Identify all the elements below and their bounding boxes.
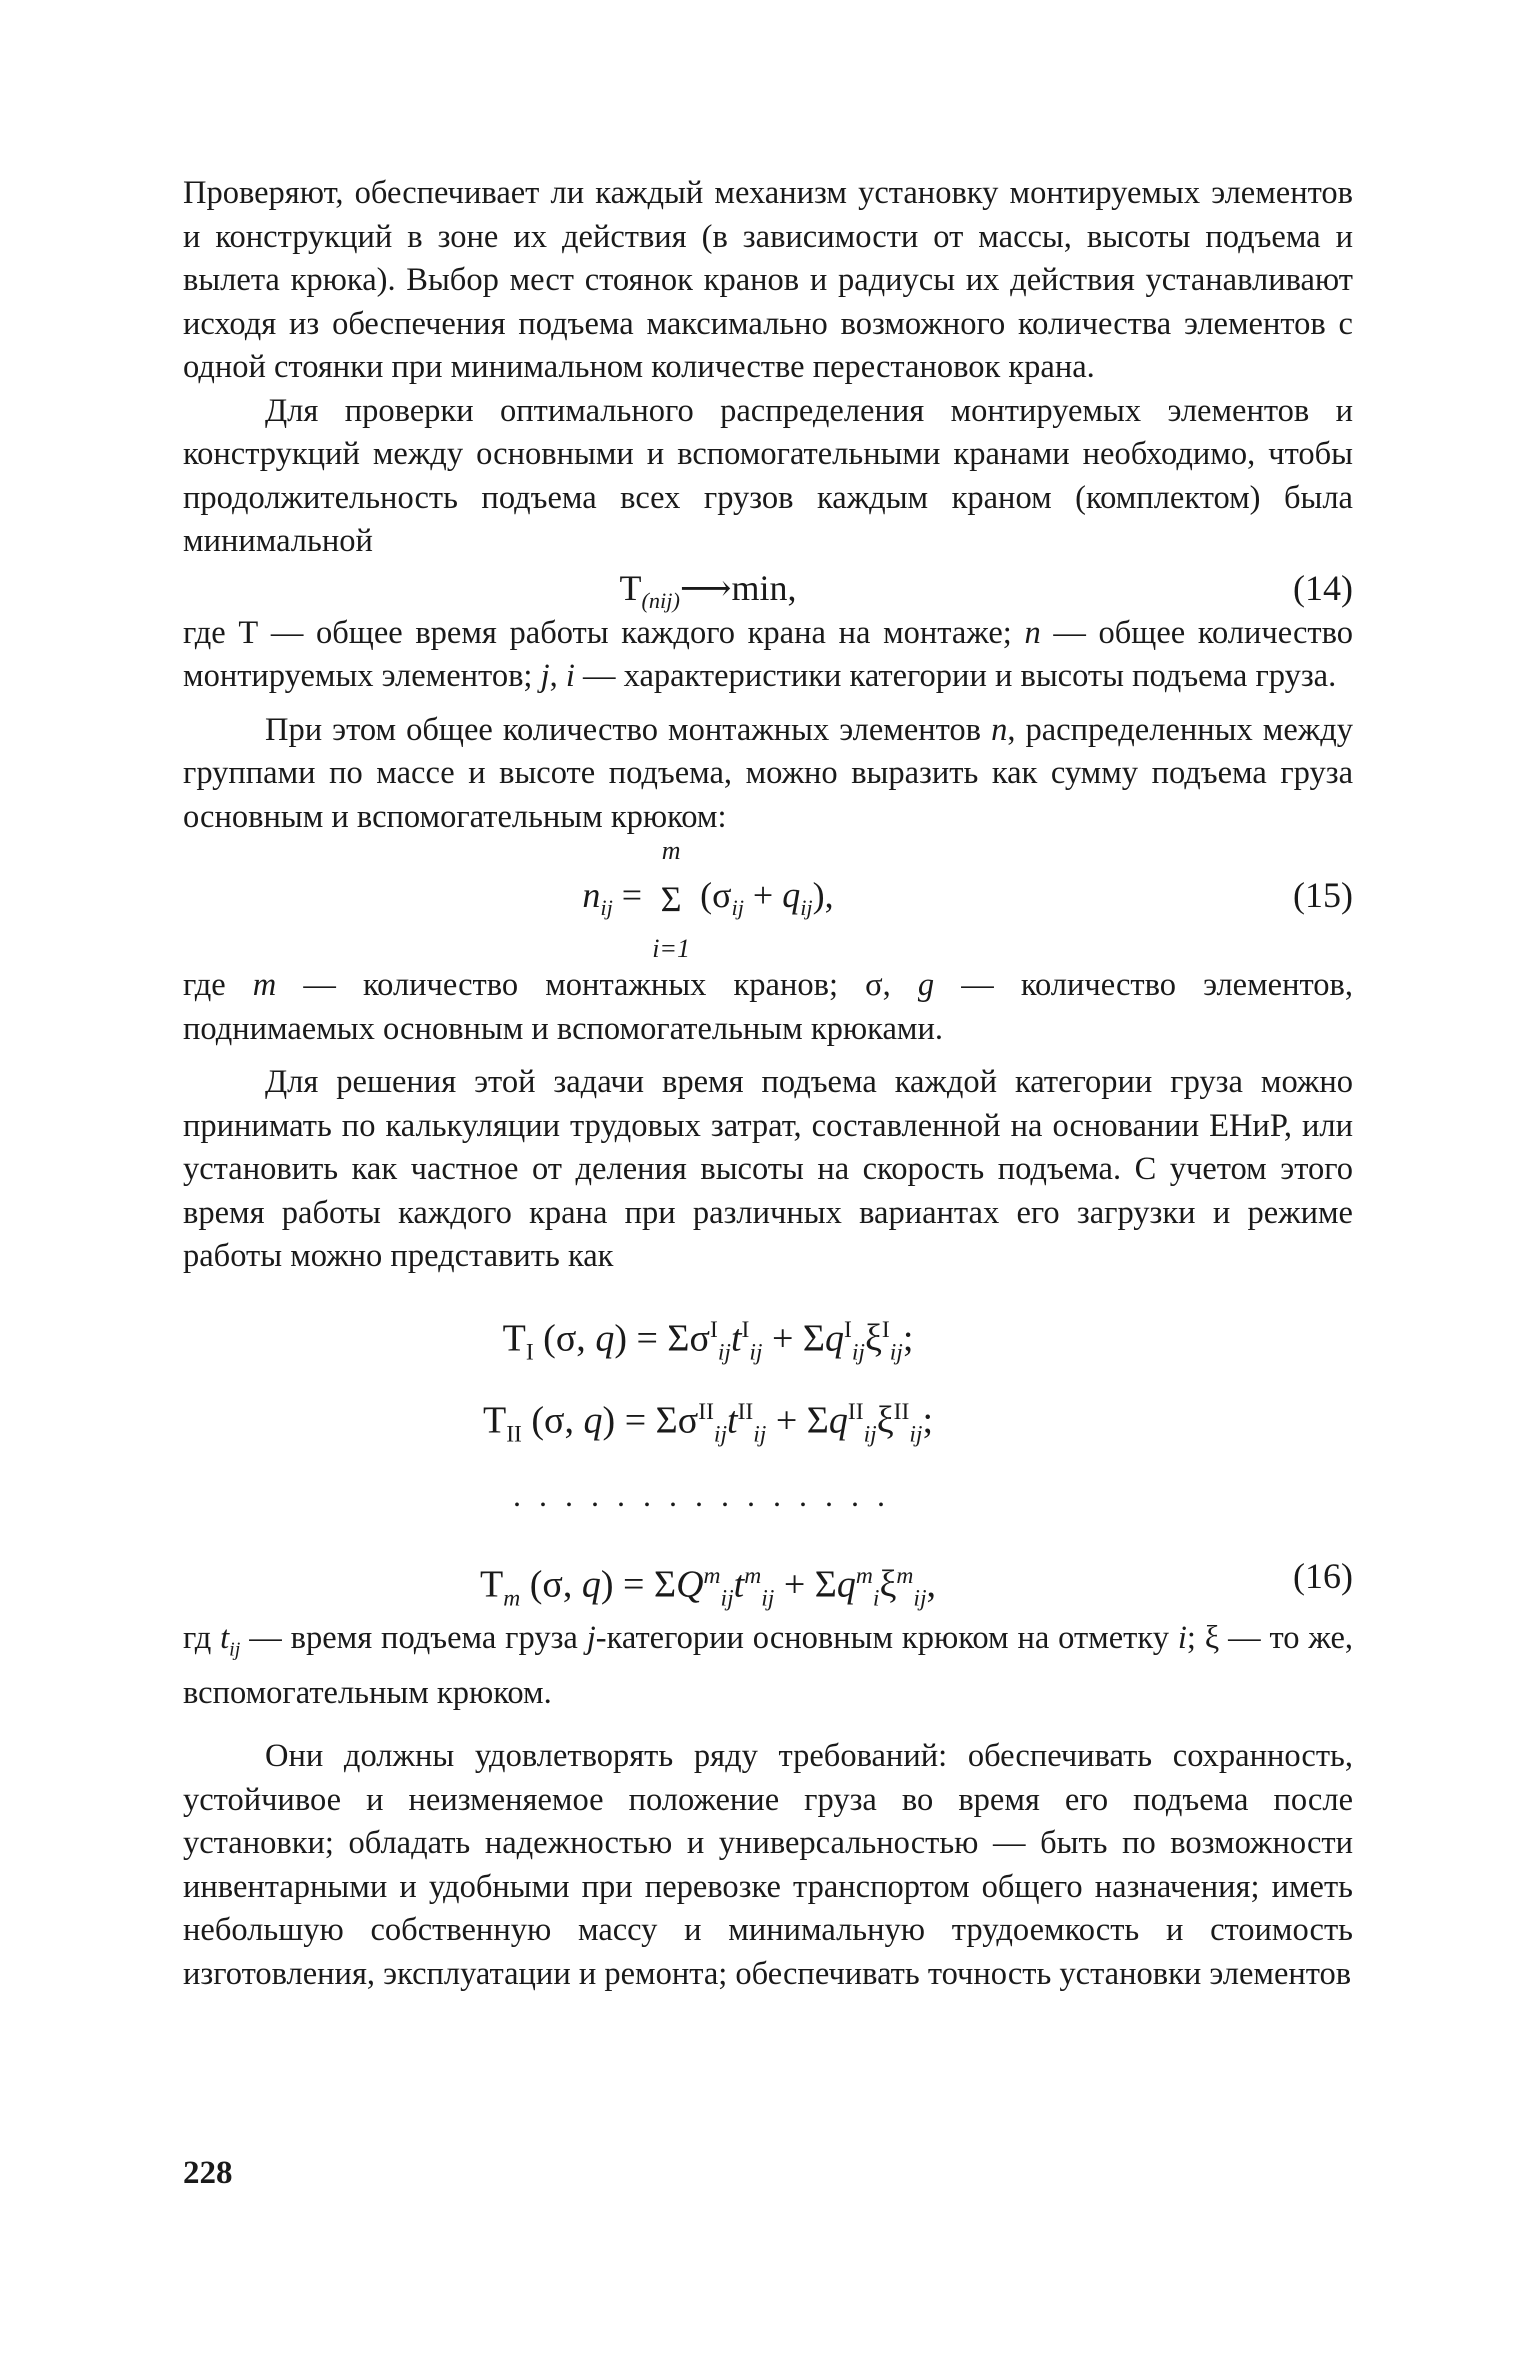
page-number: 228	[183, 2155, 233, 2191]
ellipsis-row: ...............	[513, 1476, 903, 1513]
paragraph-4: При этом общее количество монтажных элементов n, распределенных между группами по массе и высоте подъема, можно выразить как сумму подъема груза основным и вспомогательным крюком:	[183, 711, 1353, 835]
equation-15-body: $n_{ij}$ = m Σ i=1 $(\sigma_{ij} + q_{ij})$,	[582, 835, 834, 963]
paragraph-5: где m — количество монтажных кранов; σ, g — количество элементов, поднимаемых основным и вспомогательным крюками.	[183, 967, 1353, 1047]
equation-16-row-1: $Т_I$ (σ, $q) = \Sigma\sigma^I_{ij}t^I_{ij} + \Sigma q^I_{ij}\xi^I_{ij}$;	[502, 1316, 914, 1365]
paragraph-7: гд $t_{ij}$ — время подъема груза j-категории основным крюком на отметку i; ξ — то же, вспомогательным крюком.	[183, 1619, 1353, 1711]
paragraph-6: Для решения этой задачи время подъема каждой категории груза можно принимать по калькуляции трудовых затрат, составленной на основании ЕНиР, или установить как частное от деления высоты на скорость подъема. С учетом этого время работы каждого крана при различных вариантах его загрузки и режиме работы можно представить как	[183, 1064, 1353, 1274]
paragraph-1: Проверяют, обеспечивает ли каждый механизм установку монтируемых элементов и конструкций в зоне их действия (в зависимости от массы, высоты подъема и вылета крюка). Выбор мест стоянок кранов и радиусы их действия устанавливают исходя из обеспечения подъема максимально возможного количества элементов с одной стоянки при минимальном количестве перестановок крана.	[183, 175, 1353, 385]
sum-lower-limit: i=1	[652, 933, 690, 963]
equation-16-row-m: $Т_m$ (σ, $q) = \Sigma Q^m_{ij}t^m_{ij} + \Sigma q^m_i\xi^m_{ij}$, (16)	[183, 1535, 1353, 1617]
equation-16-row-2: $Т_{II}$ (σ, $q) = \Sigma\sigma^{II}_{ij}t^{II}_{ij} + \Sigma q^{II}_{ij}\xi^{II}_{ij}$;	[483, 1398, 933, 1447]
paragraph-8: Они должны удовлетворять ряду требований: обеспечивать сохранность, устойчивое и неизменяемое положение груза во время его подъема после установки; обладать надежностью и универсальностью — быть по возможности инвентарными и удобными при перевозке транспортом общего назначения; иметь небольшую собственную массу и минимальную трудоемкость и стоимость изготовления, эксплуатации и ремонта; обеспечивать точность установки элементов	[183, 1738, 1353, 1992]
paragraph-3: где Т — общее время работы каждого крана на монтаже; n — общее количество монтируемых элементов; j, i — характеристики категории и высоты подъема груза.	[183, 614, 1353, 694]
paragraph-2: Для проверки оптимального распределения монтируемых элементов и конструкций между основными и вспомогательными кранами необходимо, чтобы продолжительность подъема всех грузов каждым краном (комплектом) была минимальной	[183, 392, 1353, 559]
equation-15	[183, 835, 1353, 964]
equation-14	[183, 564, 1353, 612]
page-text	[183, 172, 1353, 1996]
sigma-sum-icon: m Σ i=1	[651, 875, 691, 923]
equation-system-16	[183, 1289, 1353, 1617]
equation-14-body: $Т_{(nij)}⟶\min$,	[619, 567, 797, 613]
equation-15-number: (15)	[1293, 875, 1353, 915]
equation-14-number: (14)	[1293, 567, 1353, 608]
sum-upper-limit: m	[661, 835, 681, 865]
equation-16-number: (16)	[1293, 1555, 1353, 1596]
equation-16-dots	[183, 1453, 1353, 1535]
